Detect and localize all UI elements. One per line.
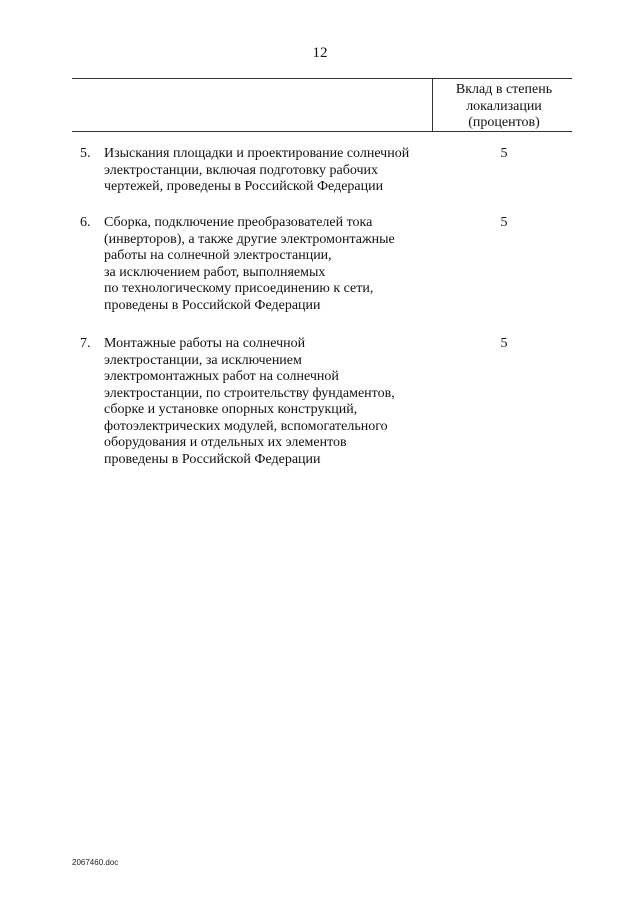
- row-description-line: сборке и установке опорных конструкций,: [104, 402, 358, 417]
- row-description: [104, 146, 434, 196]
- row-description-line: работы на солнечной электростанции,: [104, 248, 332, 263]
- table-column-divider: [432, 78, 433, 131]
- table-top-rule: [72, 78, 572, 79]
- row-description-line: за исключением работ, выполняемых: [104, 264, 326, 280]
- row-contribution-value: 5: [500, 336, 508, 351]
- row-contribution-value: 5: [500, 215, 508, 230]
- table-header-rule: [72, 131, 572, 132]
- row-contribution-value: 5: [500, 146, 508, 161]
- row-number: 5.: [80, 146, 91, 161]
- row-description-line: электромонтажных работ на солнечной: [104, 369, 339, 384]
- row-description-line: Сборка, подключение преобразователей тока: [104, 215, 373, 230]
- row-description: [104, 215, 434, 314]
- row-description-line: проведены в Российской Федерации: [104, 297, 321, 313]
- contribution-header-line: локализации: [466, 98, 542, 114]
- contribution-header-line: Вклад в степень: [455, 82, 553, 97]
- document-id: 2067460.doc: [72, 858, 119, 867]
- row-description-line: электростанции, по строительству фундаментов,: [104, 385, 395, 401]
- row-description-line: Монтажные работы на солнечной: [104, 336, 306, 351]
- row-description-line: по технологическому присоединению к сети,: [104, 281, 374, 296]
- contribution-column-header: [436, 82, 572, 132]
- row-description-line: чертежей, проведены в Российской Федерации: [104, 179, 384, 194]
- row-description-line: проведены в Российской Федерации: [104, 451, 321, 467]
- row-number: 6.: [80, 215, 91, 230]
- row-description-line: электростанции, включая подготовку рабочих: [104, 162, 378, 178]
- row-description-line: фотоэлектрических модулей, вспомогательного: [104, 418, 388, 434]
- contribution-header-line: (процентов): [468, 115, 540, 130]
- row-description-line: Изыскания площадки и проектирование солнечной: [104, 146, 410, 161]
- row-number: 7.: [80, 336, 91, 351]
- row-description: [104, 336, 434, 468]
- row-description-line: электростанции, за исключением: [104, 352, 302, 368]
- page-number: 12: [312, 45, 328, 61]
- row-description-line: оборудования и отдельных их элементов: [104, 435, 347, 450]
- row-description-line: (инверторов), а также другие электромонтажные: [104, 231, 395, 247]
